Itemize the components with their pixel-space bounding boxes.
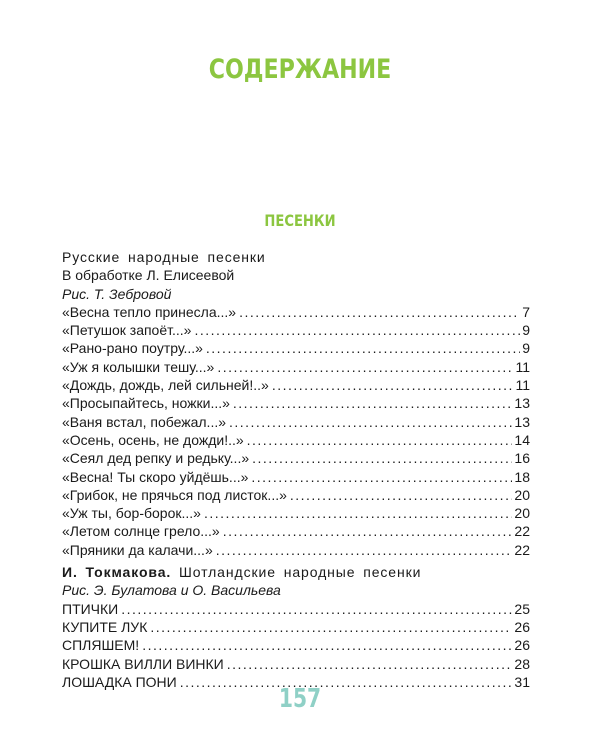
toc-entry-page: 9 bbox=[522, 322, 530, 339]
toc-entry-title: «Осень, осень, не дожди!..» bbox=[62, 431, 244, 448]
dot-leader bbox=[247, 431, 513, 449]
toc-entry-title: КРОШКА ВИЛЛИ ВИНКИ bbox=[62, 655, 224, 672]
dot-leader bbox=[233, 394, 513, 412]
toc-entry-page: 14 bbox=[514, 431, 530, 448]
toc-entry-title: «Пряники да калачи...» bbox=[62, 541, 213, 558]
toc-entry-page: 9 bbox=[522, 340, 530, 357]
toc-entry-title: «Ваня встал, побежал...» bbox=[62, 413, 227, 430]
group-heading bbox=[62, 563, 530, 581]
dot-leader bbox=[223, 522, 513, 540]
dot-leader bbox=[217, 358, 513, 376]
toc-entry-title: «Грибок, не прячься под листок...» bbox=[62, 486, 287, 503]
dot-leader bbox=[194, 321, 520, 339]
toc-entry[interactable] bbox=[62, 321, 530, 339]
toc-entry-title: «Летом солнце грело...» bbox=[62, 523, 220, 540]
toc-entry-page: 11 bbox=[515, 358, 530, 375]
toc-entry-title: «Уж ты, бор-борок...» bbox=[62, 505, 201, 522]
toc-entry-page: 18 bbox=[514, 468, 530, 485]
group-heading: Русские народные песенки bbox=[62, 249, 266, 265]
illustrator-credit: Рис. Т. Зебровой bbox=[62, 285, 172, 302]
toc-entry-title: «Сеял дед репку и редьку...» bbox=[62, 450, 250, 467]
toc-entry[interactable] bbox=[62, 339, 530, 357]
toc-entry-page: 22 bbox=[514, 523, 530, 540]
dot-leader bbox=[252, 449, 512, 467]
toc-entry-page: 25 bbox=[514, 600, 530, 617]
toc-entry[interactable] bbox=[62, 504, 530, 522]
toc-entry[interactable] bbox=[62, 618, 530, 636]
toc-entry-title: «Просыпайтесь, ножки...» bbox=[62, 395, 230, 412]
dot-leader bbox=[204, 504, 512, 522]
toc-entry[interactable] bbox=[62, 413, 530, 431]
dot-leader bbox=[206, 339, 520, 357]
toc-entry-page: 13 bbox=[514, 413, 530, 430]
toc-entry-title: «Весна тепло принесла...» bbox=[62, 303, 237, 320]
toc-entry[interactable] bbox=[62, 600, 530, 618]
toc-entry-page: 7 bbox=[522, 303, 530, 320]
toc-entry-page: 31 bbox=[514, 673, 530, 690]
toc-entry[interactable] bbox=[62, 655, 530, 673]
toc-entry[interactable] bbox=[62, 303, 530, 321]
toc-entry-page: 20 bbox=[514, 505, 530, 522]
toc-entry[interactable] bbox=[62, 431, 530, 449]
toc-entry-page: 20 bbox=[514, 486, 530, 503]
toc-entry[interactable] bbox=[62, 486, 530, 504]
dot-leader bbox=[239, 303, 520, 321]
dot-leader bbox=[227, 655, 513, 673]
author-name: И. Токмакова. bbox=[62, 564, 172, 581]
dot-leader bbox=[150, 618, 512, 636]
toc-entry-page: 28 bbox=[514, 655, 530, 672]
toc-entry-page: 16 bbox=[514, 450, 530, 467]
toc-entry[interactable] bbox=[62, 522, 530, 540]
toc-entry[interactable] bbox=[62, 376, 530, 394]
toc-entry-title: «Весна! Ты скоро уйдёшь...» bbox=[62, 468, 249, 485]
page-title: СОДЕРЖАНИЕ bbox=[208, 54, 392, 85]
toc-entry-title: КУПИТЕ ЛУК bbox=[62, 618, 148, 635]
group-heading-text: Шотландские народные песенки bbox=[179, 564, 422, 581]
dot-leader bbox=[251, 468, 512, 486]
toc-entry[interactable] bbox=[62, 541, 530, 559]
toc-entry-page: 26 bbox=[514, 637, 530, 654]
dot-leader bbox=[272, 376, 514, 394]
toc-entry-page: 13 bbox=[514, 395, 530, 412]
toc-entry-title: «Уж я колышки тешу...» bbox=[62, 358, 215, 375]
table-of-contents bbox=[62, 248, 530, 691]
dot-leader bbox=[229, 413, 512, 431]
section-title: ПЕСЕНКИ bbox=[264, 211, 336, 230]
page-number: 157 bbox=[278, 684, 322, 714]
toc-entry[interactable] bbox=[62, 449, 530, 467]
toc-entry-title: «Дождь, дождь, лей сильней!..» bbox=[62, 377, 269, 394]
toc-entry-page: 26 bbox=[514, 618, 530, 635]
toc-entry-title: «Петушок запоёт...» bbox=[62, 322, 192, 339]
toc-entry[interactable] bbox=[62, 636, 530, 654]
toc-entry[interactable] bbox=[62, 394, 530, 412]
dot-leader bbox=[290, 486, 513, 504]
toc-entry-title: ЛОШАДКА ПОНИ bbox=[62, 673, 177, 690]
dot-leader bbox=[142, 636, 512, 654]
dot-leader bbox=[216, 541, 513, 559]
dot-leader bbox=[121, 600, 512, 618]
toc-entry-page: 22 bbox=[514, 541, 530, 558]
illustrator-credit: Рис. Э. Булатова и О. Васильева bbox=[62, 582, 281, 599]
toc-entry-title: «Рано-рано поутру...» bbox=[62, 340, 203, 357]
adaptation-credit: В обработке Л. Елисеевой bbox=[62, 267, 235, 284]
toc-entry-title: ПТИЧКИ bbox=[62, 600, 119, 617]
toc-entry[interactable] bbox=[62, 358, 530, 376]
toc-entry-page: 11 bbox=[515, 377, 530, 394]
toc-entry[interactable] bbox=[62, 468, 530, 486]
toc-entry-title: СПЛЯШЕМ! bbox=[62, 637, 140, 654]
